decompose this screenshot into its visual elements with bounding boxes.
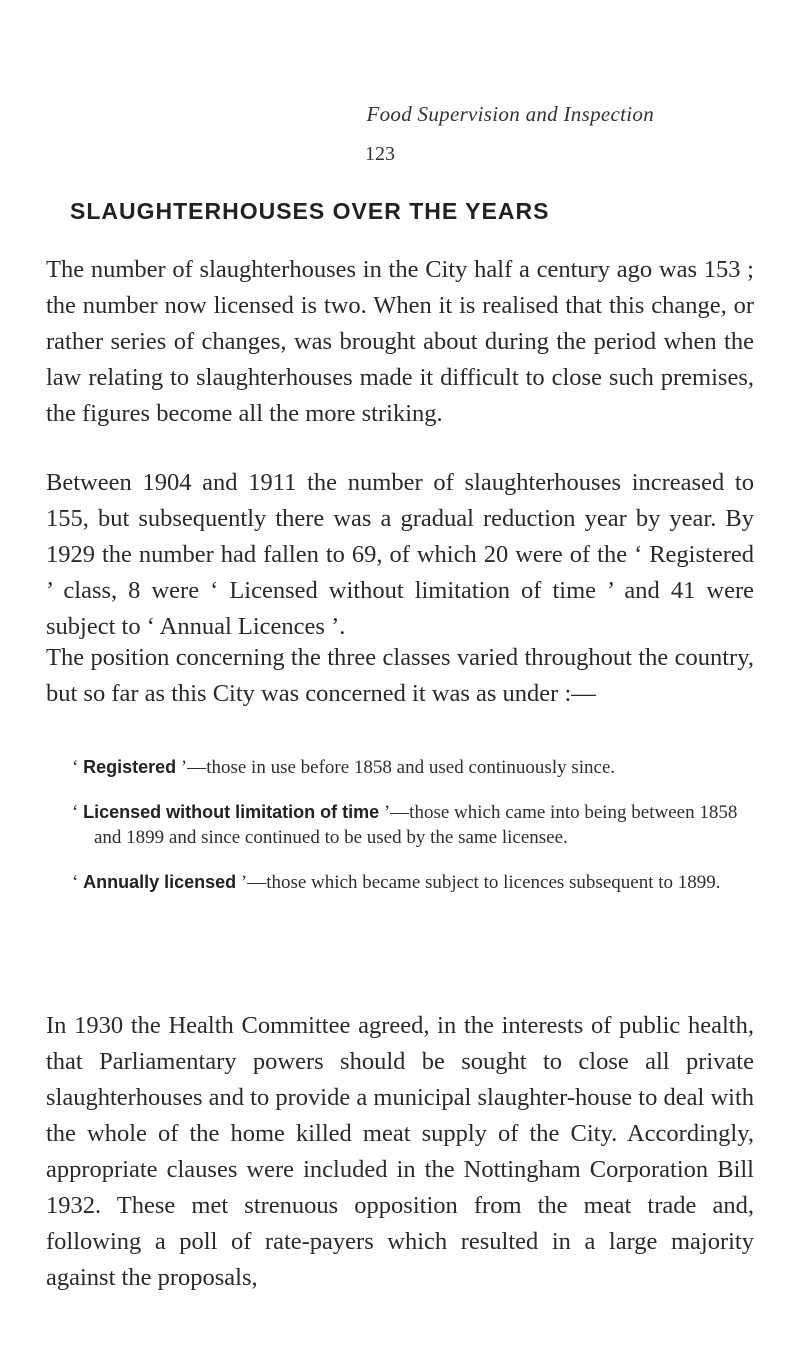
definition-annually-licensed: [72, 870, 750, 895]
definition-open-quote: ‘: [72, 757, 84, 778]
definition-term: Licensed without limitation of time: [83, 802, 380, 822]
page-number: 123: [365, 143, 395, 165]
section-title: SLAUGHTERHOUSES OVER THE YEARS: [70, 198, 550, 224]
definition-licensed-without-limitation: [72, 800, 750, 850]
definition-term: Annually licensed: [83, 872, 237, 892]
running-head: Food Supervision and Inspection: [366, 102, 654, 126]
definition-registered: [72, 755, 750, 780]
definition-open-quote: ‘: [72, 872, 84, 893]
paragraph-1: The number of slaughterhouses in the City half a century ago was 153 ; the number now licensed is two. When it is realised that this change, or rather series of changes, was brought about during the period when the law relating to slaughterhouses made it difficult to close such premises, the figures become all the more striking.: [46, 256, 754, 427]
definition-term: Registered: [83, 757, 177, 777]
paragraph-2: Between 1904 and 1911 the number of slaughterhouses increased to 155, but subsequently there was a gradual reduction year by year. By 1929 the number had fallen to 69, of which 20 were of the ‘ Registered ’ class, 8 were ‘ Licensed without limitation of time ’ and 41 were subject to ‘ Annual Licences ’.: [46, 469, 754, 640]
definition-text: ’—those which came into being between 1858 and 1899 and since continued to be used by the same licensee.: [94, 802, 738, 848]
definition-list: [72, 755, 750, 915]
definition-text: ’—those in use before 1858 and used continuously since.: [176, 757, 616, 778]
paragraph-3: The position concerning the three classes varied throughout the country, but so far as this City was concerned it was as under :—: [46, 644, 754, 707]
definition-open-quote: ‘: [72, 802, 84, 823]
paragraph-4: In 1930 the Health Committee agreed, in the interests of public health, that Parliamentary powers should be sought to close all private slaughterhouses and to provide a municipal slaughter-house to deal with the whole of the home killed meat supply of the City. Accordingly, appropriate clauses were included in the Nottingham Corporation Bill 1932. These met strenuous opposition from the meat trade and, following a poll of rate-payers which resulted in a large majority against the proposals,: [46, 1012, 754, 1291]
definition-text: ’—those which became subject to licences subsequent to 1899.: [236, 872, 721, 893]
